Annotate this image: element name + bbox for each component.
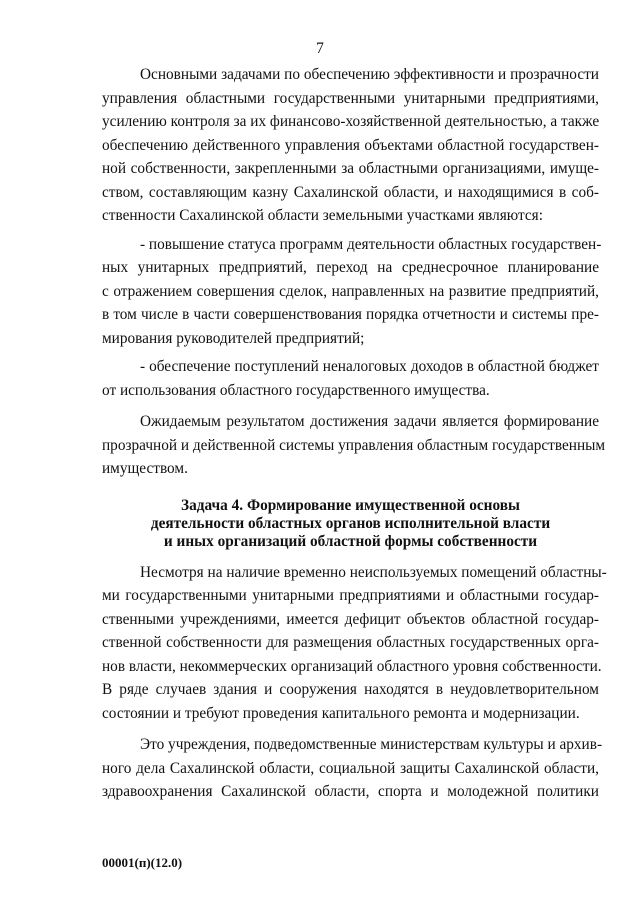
text-line: В ряде случаев здания и сооружения находятся в неудовлетворительном bbox=[102, 681, 599, 698]
text-line: имуществом. bbox=[102, 460, 188, 477]
text-line: Это учреждения, подведомственные министерствам культуры и архив- bbox=[140, 736, 603, 753]
text-line: ных унитарных предприятий, переход на среднесрочное планирование bbox=[102, 259, 599, 276]
text-line: управления областными государственными унитарными предприятиями, bbox=[102, 89, 599, 107]
document-body bbox=[102, 63, 607, 804]
text-line: мирования руководителей предприятий; bbox=[102, 329, 365, 347]
paragraph-objectives bbox=[102, 63, 599, 228]
text-line: усилению контроля за их финансово-хозяйственной деятельностью, а также bbox=[102, 113, 600, 130]
list-item-program-status bbox=[102, 233, 602, 351]
text-line: в том числе в части совершенствования порядка отчетности и системы пре- bbox=[102, 306, 599, 323]
text-line: здравоохранения Сахалинской области, спорта и молодежной политики bbox=[102, 783, 599, 800]
paragraph-institutions bbox=[102, 733, 603, 804]
text-line: с отражением совершения сделок, направленных на развитие предприятий, bbox=[102, 282, 599, 300]
heading-line: Задача 4. Формирование имущественной основы bbox=[181, 496, 520, 514]
text-line: ством, составляющим казну Сахалинской области, и находящимися в соб- bbox=[102, 183, 599, 201]
heading-line: деятельности областных органов исполнительной власти bbox=[150, 514, 551, 532]
paragraph-expected-result bbox=[102, 410, 606, 481]
paragraph-property-deficit bbox=[102, 561, 607, 726]
page-number: 7 bbox=[316, 40, 324, 57]
text-line: нов власти, некоммерческих организаций областного уровня собственности. bbox=[102, 657, 602, 675]
text-line: - повышение статуса программ деятельности областных государствен- bbox=[140, 235, 602, 253]
text-line: ственности Сахалинской области земельными участками являются: bbox=[102, 207, 543, 224]
text-line: Основными задачами по обеспечению эффективности и прозрачности bbox=[140, 66, 599, 83]
list-item-revenue bbox=[102, 355, 599, 402]
text-line: ственными учреждениями, имеется дефицит объектов областной государ- bbox=[102, 610, 599, 628]
text-line: обеспечению действенного управления объектами областной государствен- bbox=[102, 136, 599, 154]
text-line: Ожидаемым результатом достижения задачи является формирование bbox=[140, 413, 599, 430]
text-line: состоянии и требуют проведения капитального ремонта и модернизации. bbox=[102, 704, 580, 722]
section-heading-task-4 bbox=[102, 497, 599, 551]
text-line: ственной собственности для размещения областных государственных орга- bbox=[102, 634, 599, 651]
text-line: - обеспечение поступлений неналоговых доходов в областной бюджет bbox=[140, 358, 599, 375]
text-line: прозрачной и действенной системы управления областным государственным bbox=[102, 436, 606, 454]
text-line: ной собственности, закрепленными за областными организациями, имуще- bbox=[102, 160, 599, 177]
text-line: Несмотря на наличие временно неиспользуемых помещений областны- bbox=[140, 563, 607, 581]
document-code: 00001(п)(12.0) bbox=[102, 855, 183, 870]
text-line: ми государственными унитарными предприятиями и областными государ- bbox=[102, 587, 599, 604]
heading-line: и иных организаций областной формы собственности bbox=[163, 532, 538, 550]
text-line: от использования областного государственного имущества. bbox=[102, 381, 490, 399]
text-line: ного дела Сахалинской области, социальной защиты Сахалинской области, bbox=[102, 759, 599, 777]
